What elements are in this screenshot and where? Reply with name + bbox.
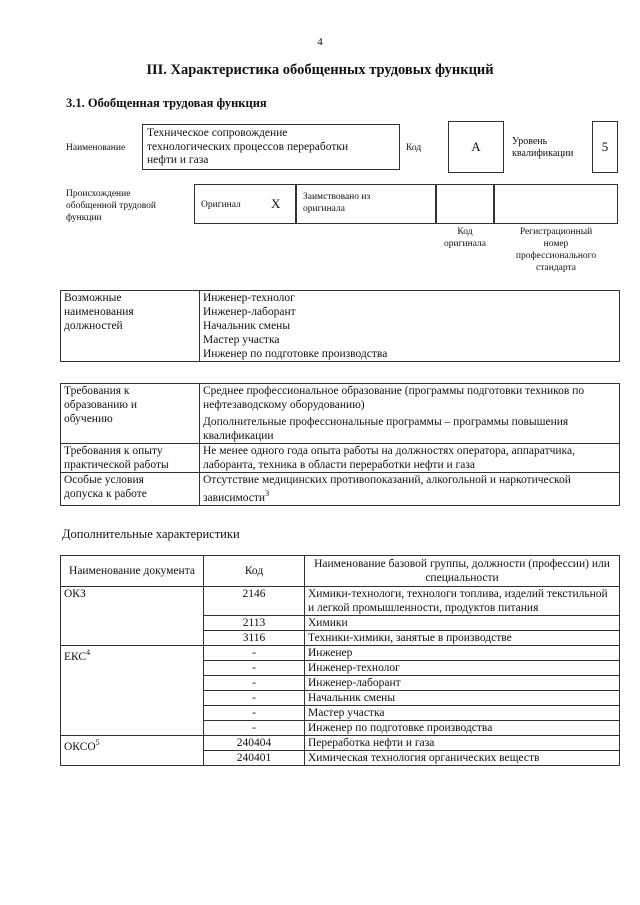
caption-line: Код	[457, 227, 473, 237]
function-name-line: Техническое сопровождение	[147, 127, 288, 139]
header-name: Наименование базовой группы, должности (профессии) или специальности	[305, 556, 620, 587]
requirement-value	[200, 384, 620, 444]
origin-label-line: функции	[66, 213, 102, 223]
label-line: должностей	[64, 320, 123, 332]
doc-cell	[61, 587, 204, 646]
positions-list	[200, 291, 620, 362]
name-cell: Химики-технологи, технологи топлива, изделий текстильной и легкой промышленности, продуктов питания	[305, 587, 620, 616]
requirement-label	[61, 473, 200, 506]
name-cell: Инженер по подготовке производства	[305, 721, 620, 736]
original-mark: Х	[271, 196, 281, 211]
requirement-label	[61, 444, 200, 473]
caption-line: номер	[543, 239, 569, 249]
position-item: Инженер-лаборант	[203, 306, 296, 318]
code-cell: 2146	[204, 587, 305, 616]
level-value: 5	[601, 139, 609, 154]
caption-line: Регистрационный	[519, 227, 593, 237]
name-cell: Химики	[305, 616, 620, 631]
code-cell: 240404	[204, 736, 305, 751]
code-value-box	[448, 121, 504, 173]
caption-line: стандарта	[536, 263, 576, 273]
label-line: практической работы	[64, 459, 169, 471]
origin-label	[66, 188, 156, 224]
requirement-text: Среднее профессиональное образование (программы подготовки техников по нефтезаводскому оборудованию)	[203, 385, 585, 411]
name-cell: Инженер	[305, 646, 620, 661]
caption-line: оригинала	[444, 239, 486, 249]
positions-label	[61, 291, 200, 362]
doc-cell	[61, 646, 204, 736]
code-cell: -	[204, 721, 305, 736]
level-label	[512, 136, 573, 160]
name-cell: Инженер-лаборант	[305, 676, 620, 691]
doc-name: ОКЗ	[64, 588, 86, 600]
footnote-ref: 5	[95, 738, 100, 747]
name-cell: Инженер-технолог	[305, 661, 620, 676]
doc-name: ОКСО	[64, 740, 96, 753]
code-original-cell	[436, 184, 494, 224]
code-cell: -	[204, 646, 305, 661]
page-number: 4	[317, 36, 323, 48]
table-row	[61, 646, 620, 661]
section-heading: III. Характеристика обобщенных трудовых функций	[146, 62, 494, 78]
code-cell: -	[204, 676, 305, 691]
borrowed-line: оригинала	[303, 204, 345, 214]
label-line: обучению	[64, 413, 113, 425]
borrowed-cell	[296, 184, 436, 224]
code-cell: 240401	[204, 751, 305, 766]
requirement-row	[61, 384, 620, 444]
function-name-line: технологических процессов переработки	[147, 140, 349, 153]
borrowed-line: Заимствовано из	[303, 192, 371, 202]
requirement-row	[61, 473, 620, 506]
name-cell: Техники-химики, занятые в производстве	[305, 631, 620, 646]
code-cell: -	[204, 691, 305, 706]
name-label: Наименование	[66, 143, 126, 153]
function-name-box	[142, 124, 400, 170]
position-item: Инженер по подготовке производства	[203, 348, 388, 360]
level-value-box	[592, 121, 618, 173]
footnote-ref: 3	[265, 489, 270, 498]
label-line: наименования	[64, 306, 134, 318]
label-line: Требования к	[64, 385, 130, 397]
label-line: образованию и	[64, 399, 137, 411]
additional-title: Дополнительные характеристики	[62, 527, 240, 541]
original-label: Оригинал	[201, 200, 241, 210]
table-row	[61, 587, 620, 616]
original-cell	[194, 184, 296, 224]
function-name-line: нефти и газа	[147, 154, 209, 166]
doc-name: ЕКС	[64, 650, 87, 663]
requirement-value	[200, 444, 620, 473]
label-line: допуска к работе	[64, 488, 147, 500]
code-cell: -	[204, 706, 305, 721]
requirement-text: Дополнительные профессиональные программы – программы повышения квалификации	[203, 416, 569, 442]
label-line: Требования к опыту	[64, 445, 163, 457]
code-original-caption	[436, 226, 494, 250]
requirement-label	[61, 384, 200, 444]
name-cell: Химическая технология органических веществ	[305, 751, 620, 766]
code-cell: 2113	[204, 616, 305, 631]
caption-line: профессионального	[515, 251, 597, 261]
footnote-ref: 4	[86, 648, 91, 657]
origin-label-line: обобщенной трудовой	[66, 201, 156, 211]
name-cell: Мастер участка	[305, 706, 620, 721]
requirement-text: Не менее одного года опыта работы на должностях оператора, аппаратчика, лаборанта, техника в области переработки нефти и газа	[203, 445, 575, 471]
additional-table	[60, 555, 620, 766]
requirement-text: Отсутствие медицинских противопоказаний, алкогольной и наркотической зависимости	[203, 474, 571, 504]
name-cell: Начальник смены	[305, 691, 620, 706]
code-label: Код	[406, 143, 422, 153]
label-line: Особые условия	[64, 474, 144, 486]
requirement-row	[61, 444, 620, 473]
requirements-table	[60, 383, 620, 506]
level-label-line: квалификации	[512, 148, 574, 159]
code-cell: -	[204, 661, 305, 676]
position-item: Инженер-технолог	[203, 292, 295, 304]
code-cell: 3116	[204, 631, 305, 646]
code-value: А	[471, 139, 481, 154]
name-cell: Переработка нефти и газа	[305, 736, 620, 751]
doc-cell	[61, 736, 204, 766]
registration-caption	[494, 226, 618, 274]
position-item: Начальник смены	[203, 320, 291, 332]
requirement-value	[200, 473, 620, 506]
header-doc: Наименование документа	[61, 556, 204, 587]
table-row	[61, 736, 620, 751]
subsection-heading: 3.1. Обобщенная трудовая функция	[66, 96, 267, 110]
position-item: Мастер участка	[203, 334, 280, 346]
level-label-line: Уровень	[512, 136, 548, 147]
origin-label-line: Происхождение	[66, 189, 131, 199]
positions-table	[60, 290, 620, 362]
label-line: Возможные	[64, 292, 122, 304]
header-row	[61, 556, 620, 587]
header-code: Код	[204, 556, 305, 587]
registration-cell	[494, 184, 618, 224]
